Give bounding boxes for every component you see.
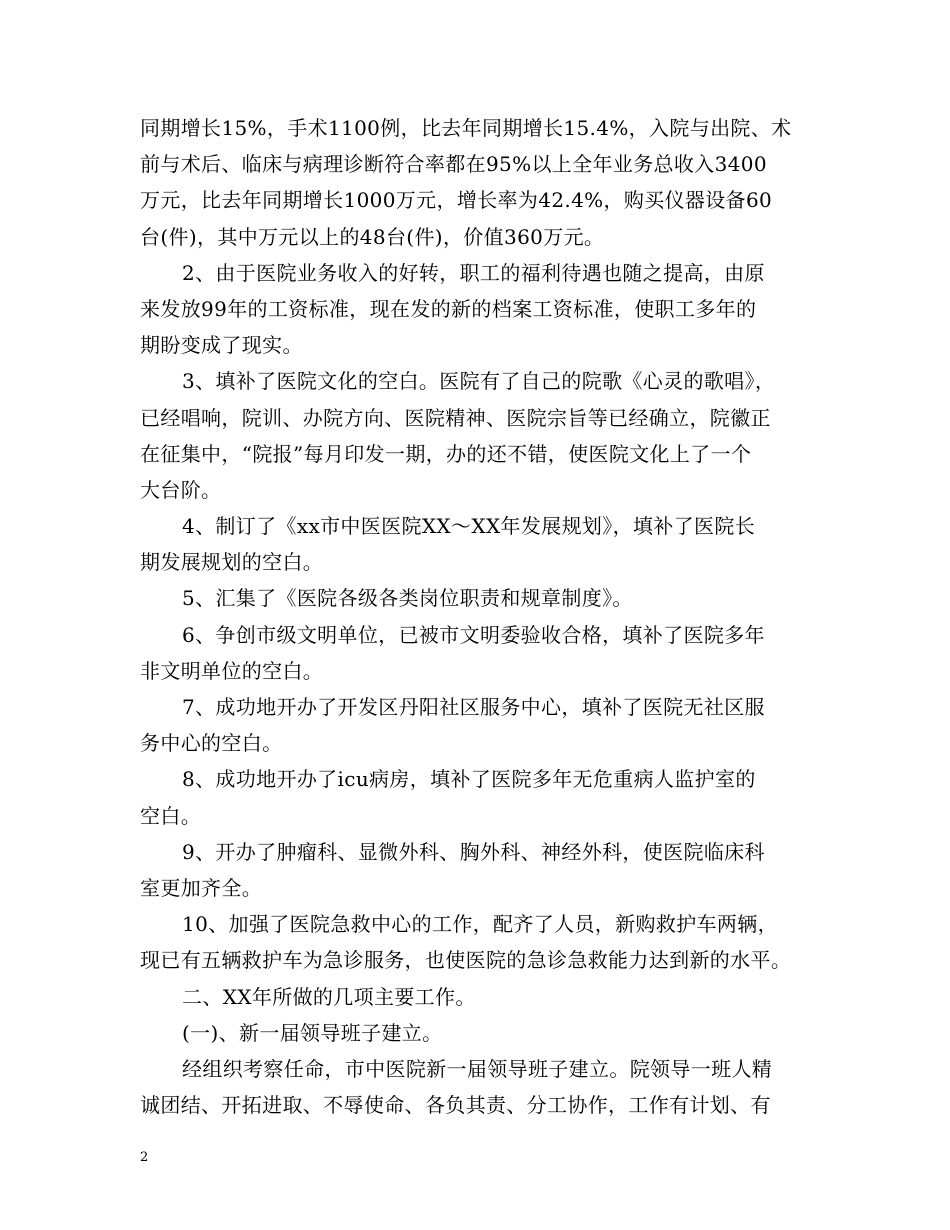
text-line: 来发放99年的工资标准，现在发的新的档案工资标准，使职工多年的 [140, 296, 757, 321]
text-line: 期发展规划的空白。 [140, 550, 324, 575]
text-line: 已经唱响，院训、办院方向、医院精神、医院宗旨等已经确立，院徽正 [140, 405, 771, 430]
text-line: 经组织考察任命，市中医院新一届领导班子建立。院领导一班人精 [182, 1056, 773, 1081]
text-line: 5、汇集了《医院各级各类岗位职责和规章制度》。 [182, 586, 633, 611]
text-line: 室更加齐全。 [140, 875, 263, 900]
text-line: 期盼变成了现实。 [140, 333, 303, 358]
text-line: 二、XX年所做的几项主要工作。 [182, 984, 476, 1009]
text-line: 4、制订了《xx市中医医院XX～XX年发展规划》，填补了医院长 [182, 514, 756, 539]
text-line: 务中心的空白。 [140, 731, 283, 756]
text-line: 8、成功地开办了icu病房，填补了医院多年无危重病人监护室的 [182, 767, 756, 792]
text-line: 台(件)，其中万元以上的48台(件)，价值360万元。 [140, 224, 605, 249]
text-line: 10、加强了医院急救中心的工作，配齐了人员，新购救护车两辆， [182, 912, 778, 937]
text-line: 诚团结、开拓进取、不辱使命、各负其责、分工协作，工作有计划、有 [140, 1093, 771, 1118]
body-text [140, 110, 830, 1123]
text-line: 9、开办了肿瘤科、显微外科、胸外科、神经外科，使医院临床科 [182, 839, 765, 864]
text-line: 2、由于医院业务收入的好转，职工的福利待遇也随之提高，由原 [182, 260, 765, 285]
text-line: 7、成功地开办了开发区丹阳社区服务中心，填补了医院无社区服 [182, 695, 765, 719]
text-line: 空白。 [140, 803, 202, 828]
text-line: 前与术后、临床与病理诊断符合率都在95%以上全年业务总收入3400 [140, 152, 767, 177]
text-line: 大台阶。 [140, 477, 222, 502]
text-line: (一)、新一届领导班子建立。 [182, 1020, 443, 1045]
text-line: 万元，比去年同期增长1000万元，增长率为42.4%，购买仪器设备60 [140, 188, 773, 213]
text-line: 非文明单位的空白。 [140, 658, 324, 683]
page-number: 2 [140, 1150, 149, 1165]
text-line: 现已有五辆救护车为急诊服务，也使医院的急诊急救能力达到新的水平。 [140, 948, 792, 973]
text-line: 在征集中，“院报”每月印发一期，办的还不错，使医院文化上了一个 [140, 441, 752, 466]
text-line: 同期增长15%，手术1100例，比去年同期增长15.4%，入院与出院、术 [140, 116, 792, 140]
text-line: 6、争创市级文明单位，已被市文明委验收合格，填补了医院多年 [182, 622, 765, 647]
text-line: 3、填补了医院文化的空白。医院有了自己的院歌《心灵的歌唱》， [182, 369, 776, 394]
